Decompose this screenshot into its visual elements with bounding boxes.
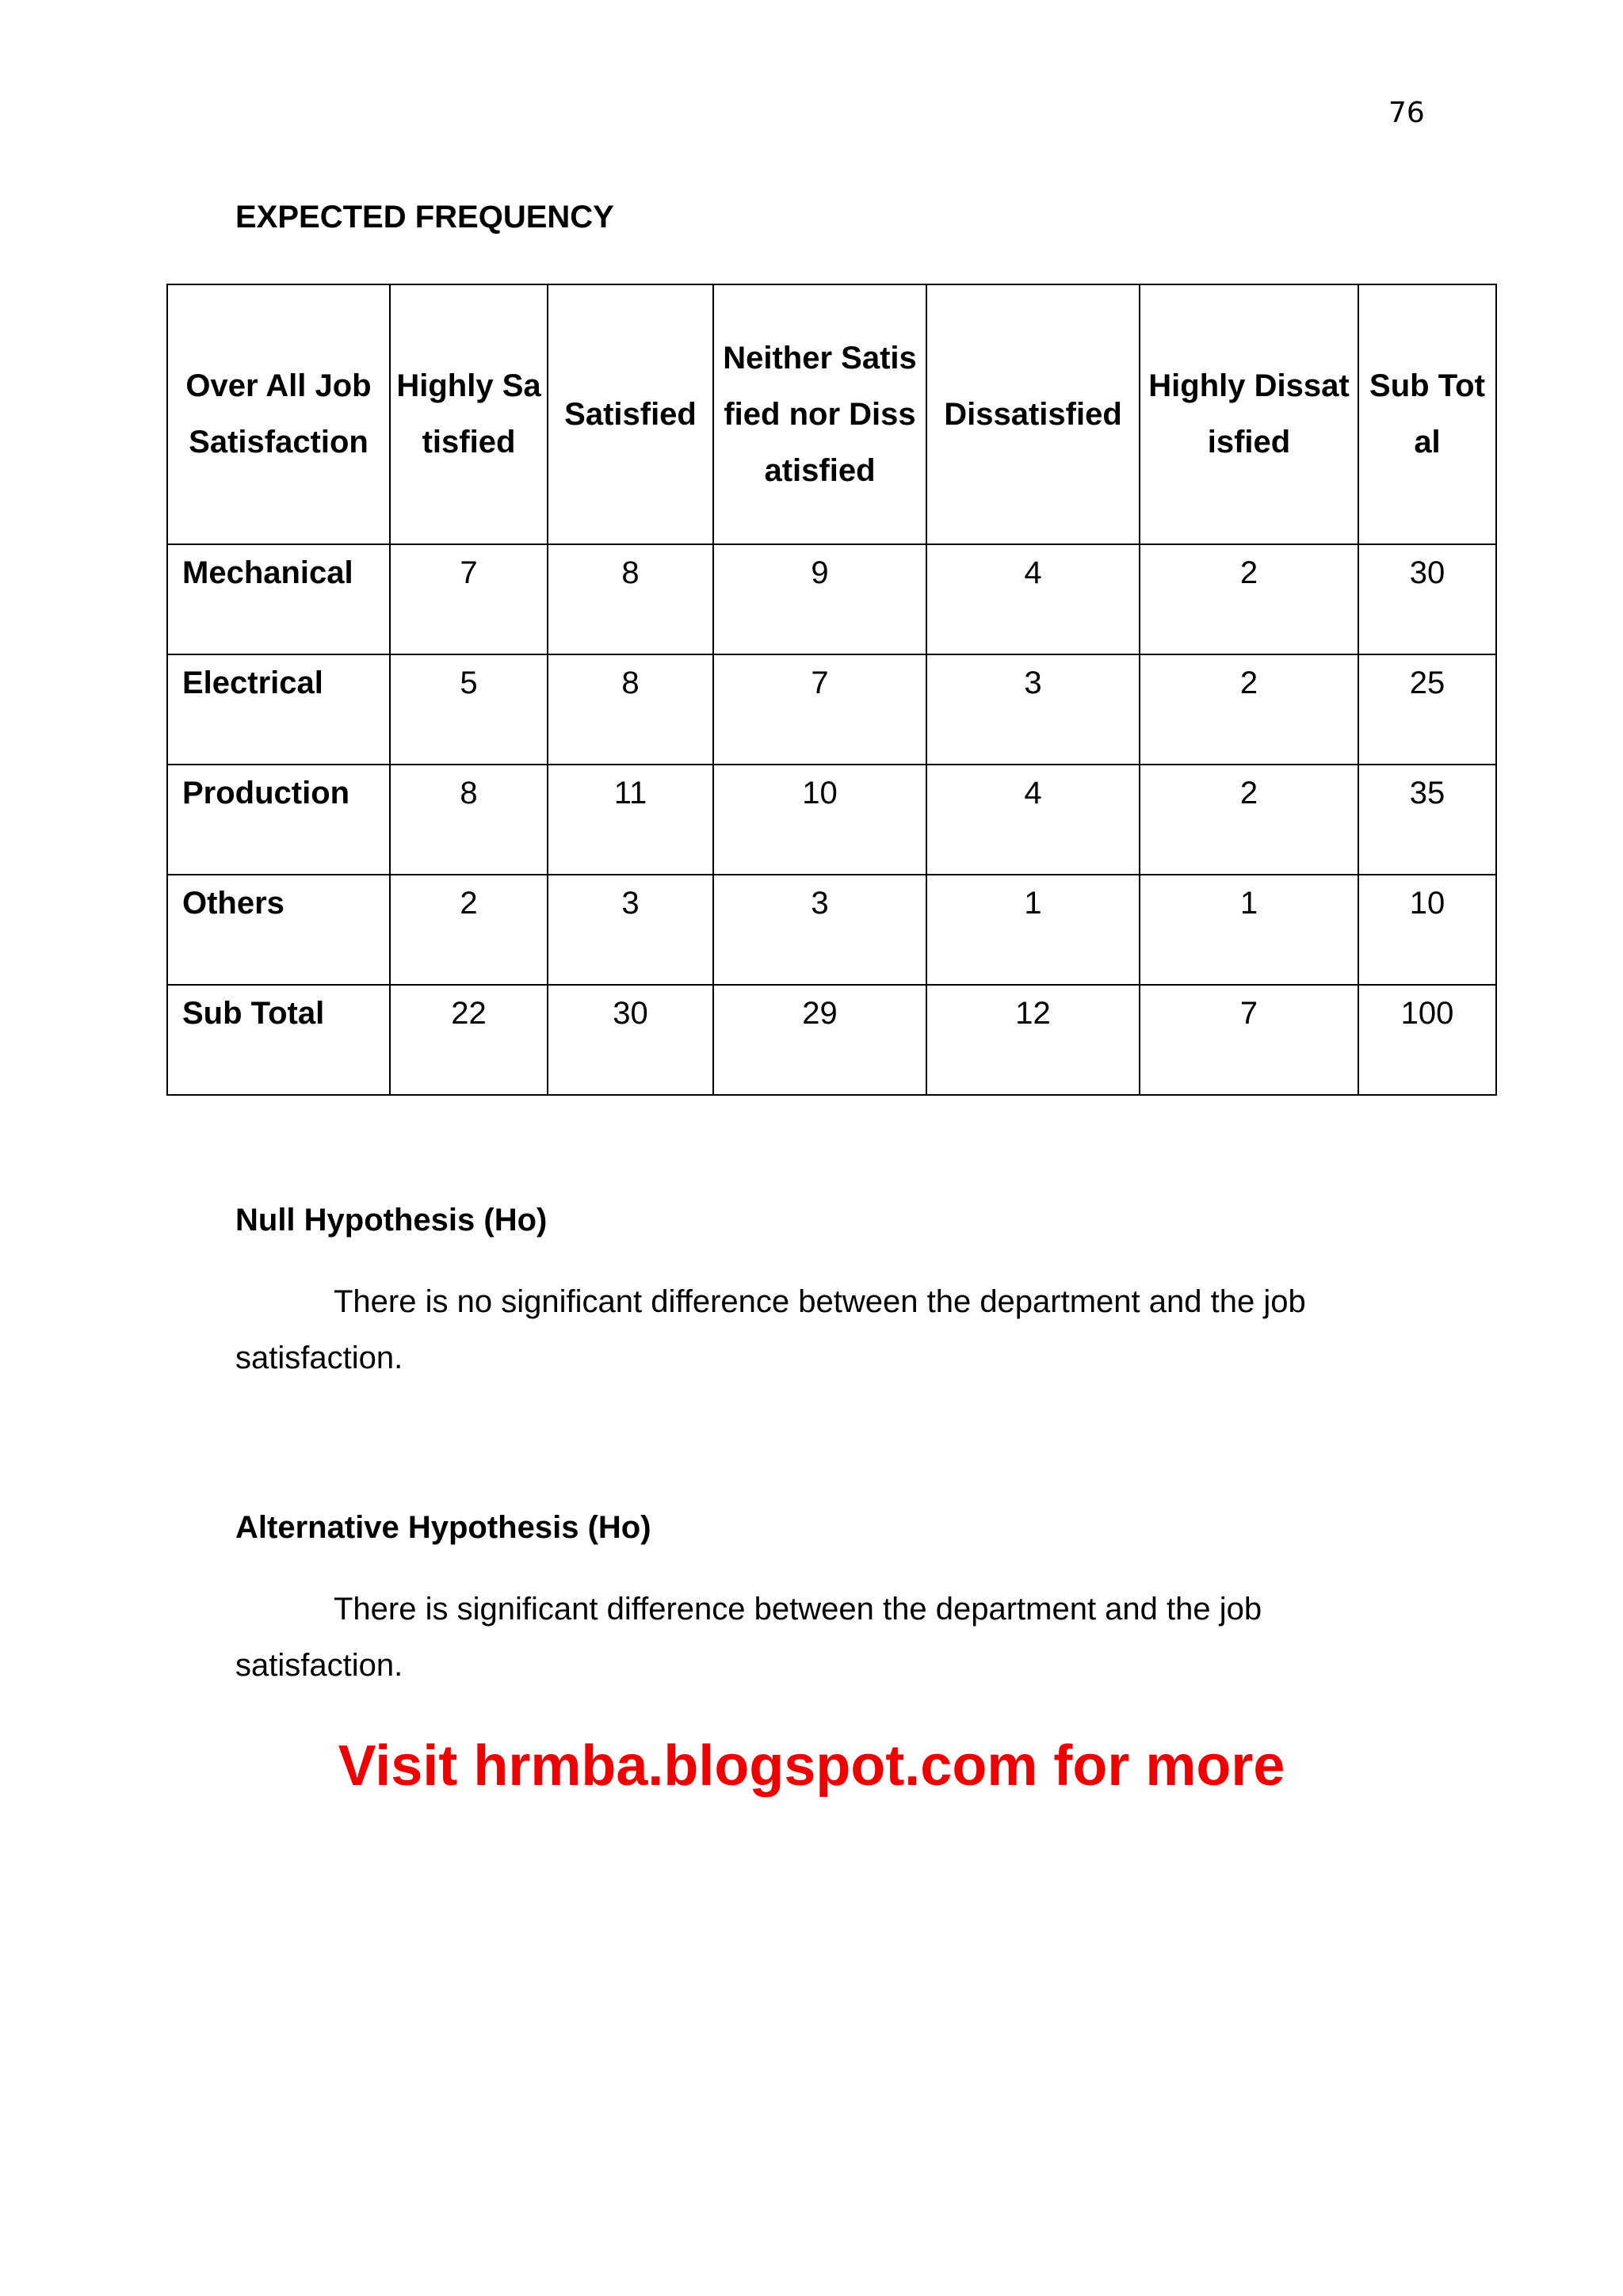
table-cell: 30 [548,985,713,1095]
alternative-hypothesis-text: There is significant difference between the department and the job satisfaction. [235,1592,1262,1683]
table-cell: 3 [713,875,926,985]
expected-frequency-table [166,284,1497,1096]
table-cell: 25 [1358,654,1496,765]
section-title: EXPECTED FREQUENCY [235,200,614,235]
header-cell-neither: Neither Satisfied nor Dissatisfied [713,284,926,544]
row-label: Others [167,875,390,985]
null-hypothesis-heading: Null Hypothesis (Ho) [235,1203,548,1238]
table-cell: 3 [548,875,713,985]
table-cell: 29 [713,985,926,1095]
header-cell-job-satisfaction: Over All Job Satisfaction [167,284,390,544]
table-cell: 12 [926,985,1140,1095]
row-label: Mechanical [167,544,390,654]
table-cell: 7 [390,544,548,654]
table-cell: 10 [713,765,926,875]
table-cell: 7 [713,654,926,765]
row-label: Sub Total [167,985,390,1095]
table-cell: 35 [1358,765,1496,875]
table-row [167,765,1496,875]
table-cell: 11 [548,765,713,875]
table-cell: 1 [926,875,1140,985]
table-cell: 8 [390,765,548,875]
table-cell: 8 [548,654,713,765]
page-number: 76 [1388,97,1425,129]
header-cell-highly-satisfied: Highly Satisfied [390,284,548,544]
table-cell: 2 [1140,544,1358,654]
promo-banner: Visit hrmba.blogspot.com for more [338,1734,1285,1798]
row-label: Production [167,765,390,875]
table-row [167,544,1496,654]
table-cell: 1 [1140,875,1358,985]
table-cell: 100 [1358,985,1496,1095]
header-cell-highly-dissatisfied: Highly Dissatisfied [1140,284,1358,544]
alternative-hypothesis-heading: Alternative Hypothesis (Ho) [235,1510,651,1545]
table-cell: 3 [926,654,1140,765]
table-header-row [167,284,1496,544]
table-row-sub-total [167,985,1496,1095]
row-label: Electrical [167,654,390,765]
table-cell: 22 [390,985,548,1095]
table-cell: 2 [390,875,548,985]
table-cell: 8 [548,544,713,654]
header-cell-sub-total: Sub Total [1358,284,1496,544]
table-row [167,875,1496,985]
table-cell: 9 [713,544,926,654]
null-hypothesis-text: There is no significant difference between the department and the job satisfaction. [235,1284,1306,1375]
table-cell: 4 [926,765,1140,875]
header-cell-satisfied: Satisfied [548,284,713,544]
table-row [167,654,1496,765]
table-cell: 7 [1140,985,1358,1095]
table-cell: 4 [926,544,1140,654]
header-cell-dissatisfied: Dissatisfied [926,284,1140,544]
table-cell: 5 [390,654,548,765]
table-cell: 10 [1358,875,1496,985]
table-cell: 2 [1140,654,1358,765]
table-cell: 30 [1358,544,1496,654]
table-cell: 2 [1140,765,1358,875]
